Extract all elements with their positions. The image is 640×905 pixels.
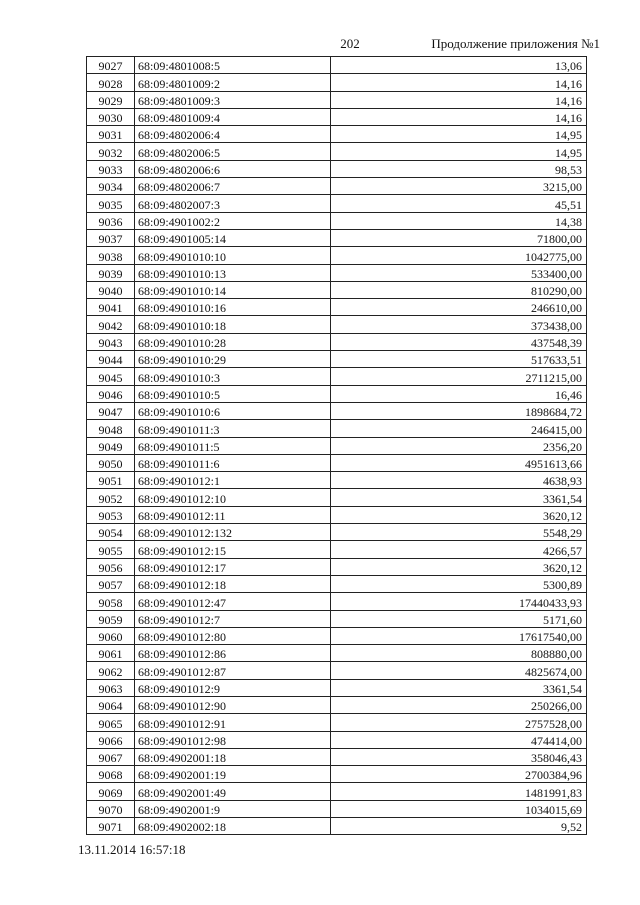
table-row xyxy=(87,506,587,523)
value-cell: 246610,00 xyxy=(331,299,587,316)
table-row xyxy=(87,783,587,800)
cadastral-number-cell: 68:09:4901010:3 xyxy=(135,368,331,385)
row-number-cell: 9049 xyxy=(87,437,135,454)
table-row xyxy=(87,229,587,246)
cadastral-number-cell: 68:09:4901010:13 xyxy=(135,264,331,281)
value-cell: 16,46 xyxy=(331,385,587,402)
row-number-cell: 9048 xyxy=(87,420,135,437)
row-number-cell: 9057 xyxy=(87,575,135,592)
table-row xyxy=(87,714,587,731)
row-number-cell: 9062 xyxy=(87,662,135,679)
value-cell: 3361,54 xyxy=(331,489,587,506)
table-row xyxy=(87,264,587,281)
table-row xyxy=(87,160,587,177)
value-cell: 71800,00 xyxy=(331,229,587,246)
cadastral-number-cell: 68:09:4802006:5 xyxy=(135,143,331,160)
table-row xyxy=(87,766,587,783)
value-cell: 4266,57 xyxy=(331,541,587,558)
cadastral-number-cell: 68:09:4901010:10 xyxy=(135,247,331,264)
cadastral-number-cell: 68:09:4801009:4 xyxy=(135,108,331,125)
row-number-cell: 9065 xyxy=(87,714,135,731)
row-number-cell: 9028 xyxy=(87,74,135,91)
cadastral-number-cell: 68:09:4901012:10 xyxy=(135,489,331,506)
row-number-cell: 9068 xyxy=(87,766,135,783)
table-row xyxy=(87,800,587,817)
table-row xyxy=(87,247,587,264)
table-row xyxy=(87,316,587,333)
cadastral-number-cell: 68:09:4801008:5 xyxy=(135,57,331,74)
table-row xyxy=(87,679,587,696)
cadastral-number-cell: 68:09:4901012:9 xyxy=(135,679,331,696)
table-body xyxy=(87,57,587,835)
print-timestamp: 13.11.2014 16:57:18 xyxy=(78,842,186,857)
row-number-cell: 9054 xyxy=(87,524,135,541)
cadastral-number-cell: 68:09:4901010:28 xyxy=(135,333,331,350)
cadastral-number-cell: 68:09:4901012:132 xyxy=(135,524,331,541)
value-cell: 437548,39 xyxy=(331,333,587,350)
row-number-cell: 9039 xyxy=(87,264,135,281)
table-row xyxy=(87,593,587,610)
table-row xyxy=(87,178,587,195)
row-number-cell: 9030 xyxy=(87,108,135,125)
cadastral-number-cell: 68:09:4901010:5 xyxy=(135,385,331,402)
row-number-cell: 9071 xyxy=(87,818,135,835)
table-row xyxy=(87,420,587,437)
cadastral-number-cell: 68:09:4901012:80 xyxy=(135,627,331,644)
cadastral-number-cell: 68:09:4901011:6 xyxy=(135,454,331,471)
row-number-cell: 9064 xyxy=(87,696,135,713)
table-row xyxy=(87,524,587,541)
row-number-cell: 9031 xyxy=(87,126,135,143)
table-row xyxy=(87,74,587,91)
cadastral-number-cell: 68:09:4901012:86 xyxy=(135,645,331,662)
value-cell: 358046,43 xyxy=(331,748,587,765)
row-number-cell: 9038 xyxy=(87,247,135,264)
table-row xyxy=(87,818,587,835)
value-cell: 4951613,66 xyxy=(331,454,587,471)
table-row xyxy=(87,91,587,108)
cadastral-number-cell: 68:09:4902001:49 xyxy=(135,783,331,800)
cadastral-number-cell: 68:09:4901002:2 xyxy=(135,212,331,229)
row-number-cell: 9027 xyxy=(87,57,135,74)
row-number-cell: 9042 xyxy=(87,316,135,333)
cadastral-number-cell: 68:09:4902001:19 xyxy=(135,766,331,783)
row-number-cell: 9061 xyxy=(87,645,135,662)
table-row xyxy=(87,143,587,160)
row-number-cell: 9052 xyxy=(87,489,135,506)
row-number-cell: 9032 xyxy=(87,143,135,160)
table-row xyxy=(87,212,587,229)
table-row xyxy=(87,575,587,592)
table-row xyxy=(87,385,587,402)
value-cell: 14,38 xyxy=(331,212,587,229)
row-number-cell: 9063 xyxy=(87,679,135,696)
value-cell: 3215,00 xyxy=(331,178,587,195)
table-row xyxy=(87,108,587,125)
row-number-cell: 9053 xyxy=(87,506,135,523)
cadastral-number-cell: 68:09:4802007:3 xyxy=(135,195,331,212)
cadastral-number-cell: 68:09:4901010:14 xyxy=(135,281,331,298)
row-number-cell: 9035 xyxy=(87,195,135,212)
table-row xyxy=(87,489,587,506)
row-number-cell: 9055 xyxy=(87,541,135,558)
row-number-cell: 9051 xyxy=(87,472,135,489)
value-cell: 14,16 xyxy=(331,74,587,91)
value-cell: 517633,51 xyxy=(331,351,587,368)
table-row xyxy=(87,126,587,143)
row-number-cell: 9059 xyxy=(87,610,135,627)
table-row xyxy=(87,558,587,575)
value-cell: 1898684,72 xyxy=(331,402,587,419)
value-cell: 246415,00 xyxy=(331,420,587,437)
value-cell: 98,53 xyxy=(331,160,587,177)
value-cell: 2711215,00 xyxy=(331,368,587,385)
cadastral-number-cell: 68:09:4801009:3 xyxy=(135,91,331,108)
page-caption: Продолжение приложения №1 xyxy=(431,36,600,51)
value-cell: 250266,00 xyxy=(331,696,587,713)
value-cell: 5171,60 xyxy=(331,610,587,627)
value-cell: 13,06 xyxy=(331,57,587,74)
row-number-cell: 9047 xyxy=(87,402,135,419)
table-row xyxy=(87,57,587,74)
cadastral-number-cell: 68:09:4901005:14 xyxy=(135,229,331,246)
value-cell: 2356,20 xyxy=(331,437,587,454)
cadastral-number-cell: 68:09:4901011:5 xyxy=(135,437,331,454)
value-cell: 808880,00 xyxy=(331,645,587,662)
value-cell: 14,95 xyxy=(331,143,587,160)
value-cell: 3620,12 xyxy=(331,506,587,523)
row-number-cell: 9044 xyxy=(87,351,135,368)
row-number-cell: 9069 xyxy=(87,783,135,800)
page-number: 202 xyxy=(340,36,360,51)
cadastral-number-cell: 68:09:4901012:90 xyxy=(135,696,331,713)
table-row xyxy=(87,645,587,662)
table-row xyxy=(87,299,587,316)
value-cell: 533400,00 xyxy=(331,264,587,281)
table-row xyxy=(87,610,587,627)
row-number-cell: 9043 xyxy=(87,333,135,350)
table-row xyxy=(87,748,587,765)
cadastral-number-cell: 68:09:4901010:18 xyxy=(135,316,331,333)
row-number-cell: 9036 xyxy=(87,212,135,229)
row-number-cell: 9070 xyxy=(87,800,135,817)
cadastral-number-cell: 68:09:4901012:91 xyxy=(135,714,331,731)
cadastral-number-cell: 68:09:4902001:18 xyxy=(135,748,331,765)
row-number-cell: 9058 xyxy=(87,593,135,610)
row-number-cell: 9066 xyxy=(87,731,135,748)
row-number-cell: 9067 xyxy=(87,748,135,765)
cadastral-number-cell: 68:09:4802006:6 xyxy=(135,160,331,177)
value-cell: 2757528,00 xyxy=(331,714,587,731)
cadastral-number-cell: 68:09:4801009:2 xyxy=(135,74,331,91)
cadastral-number-cell: 68:09:4902002:18 xyxy=(135,818,331,835)
table-row xyxy=(87,696,587,713)
row-number-cell: 9041 xyxy=(87,299,135,316)
cadastral-number-cell: 68:09:4802006:4 xyxy=(135,126,331,143)
cadastral-number-cell: 68:09:4901011:3 xyxy=(135,420,331,437)
row-number-cell: 9033 xyxy=(87,160,135,177)
cadastral-number-cell: 68:09:4901012:1 xyxy=(135,472,331,489)
table-row xyxy=(87,472,587,489)
table-row xyxy=(87,351,587,368)
row-number-cell: 9029 xyxy=(87,91,135,108)
cadastral-value-table xyxy=(86,56,587,835)
value-cell: 3361,54 xyxy=(331,679,587,696)
cadastral-number-cell: 68:09:4901012:47 xyxy=(135,593,331,610)
table-row xyxy=(87,368,587,385)
cadastral-number-cell: 68:09:4802006:7 xyxy=(135,178,331,195)
row-number-cell: 9037 xyxy=(87,229,135,246)
value-cell: 14,16 xyxy=(331,91,587,108)
value-cell: 9,52 xyxy=(331,818,587,835)
table-row xyxy=(87,662,587,679)
row-number-cell: 9034 xyxy=(87,178,135,195)
value-cell: 4638,93 xyxy=(331,472,587,489)
row-number-cell: 9040 xyxy=(87,281,135,298)
cadastral-number-cell: 68:09:4902001:9 xyxy=(135,800,331,817)
value-cell: 2700384,96 xyxy=(331,766,587,783)
table-row xyxy=(87,333,587,350)
table-row xyxy=(87,627,587,644)
table-row xyxy=(87,195,587,212)
cadastral-number-cell: 68:09:4901012:98 xyxy=(135,731,331,748)
value-cell: 14,95 xyxy=(331,126,587,143)
table-row xyxy=(87,454,587,471)
cadastral-number-cell: 68:09:4901012:15 xyxy=(135,541,331,558)
value-cell: 17440433,93 xyxy=(331,593,587,610)
cadastral-number-cell: 68:09:4901012:17 xyxy=(135,558,331,575)
row-number-cell: 9050 xyxy=(87,454,135,471)
value-cell: 1034015,69 xyxy=(331,800,587,817)
row-number-cell: 9046 xyxy=(87,385,135,402)
value-cell: 1042775,00 xyxy=(331,247,587,264)
value-cell: 17617540,00 xyxy=(331,627,587,644)
cadastral-number-cell: 68:09:4901012:7 xyxy=(135,610,331,627)
cadastral-number-cell: 68:09:4901012:18 xyxy=(135,575,331,592)
value-cell: 1481991,83 xyxy=(331,783,587,800)
table-row xyxy=(87,402,587,419)
value-cell: 373438,00 xyxy=(331,316,587,333)
cadastral-number-cell: 68:09:4901010:29 xyxy=(135,351,331,368)
table-row xyxy=(87,541,587,558)
row-number-cell: 9060 xyxy=(87,627,135,644)
value-cell: 474414,00 xyxy=(331,731,587,748)
row-number-cell: 9045 xyxy=(87,368,135,385)
value-cell: 45,51 xyxy=(331,195,587,212)
table-row xyxy=(87,437,587,454)
value-cell: 810290,00 xyxy=(331,281,587,298)
value-cell: 14,16 xyxy=(331,108,587,125)
table-row xyxy=(87,731,587,748)
cadastral-number-cell: 68:09:4901012:11 xyxy=(135,506,331,523)
row-number-cell: 9056 xyxy=(87,558,135,575)
value-cell: 4825674,00 xyxy=(331,662,587,679)
cadastral-number-cell: 68:09:4901010:6 xyxy=(135,402,331,419)
table-row xyxy=(87,281,587,298)
value-cell: 5300,89 xyxy=(331,575,587,592)
value-cell: 3620,12 xyxy=(331,558,587,575)
value-cell: 5548,29 xyxy=(331,524,587,541)
cadastral-number-cell: 68:09:4901010:16 xyxy=(135,299,331,316)
cadastral-number-cell: 68:09:4901012:87 xyxy=(135,662,331,679)
